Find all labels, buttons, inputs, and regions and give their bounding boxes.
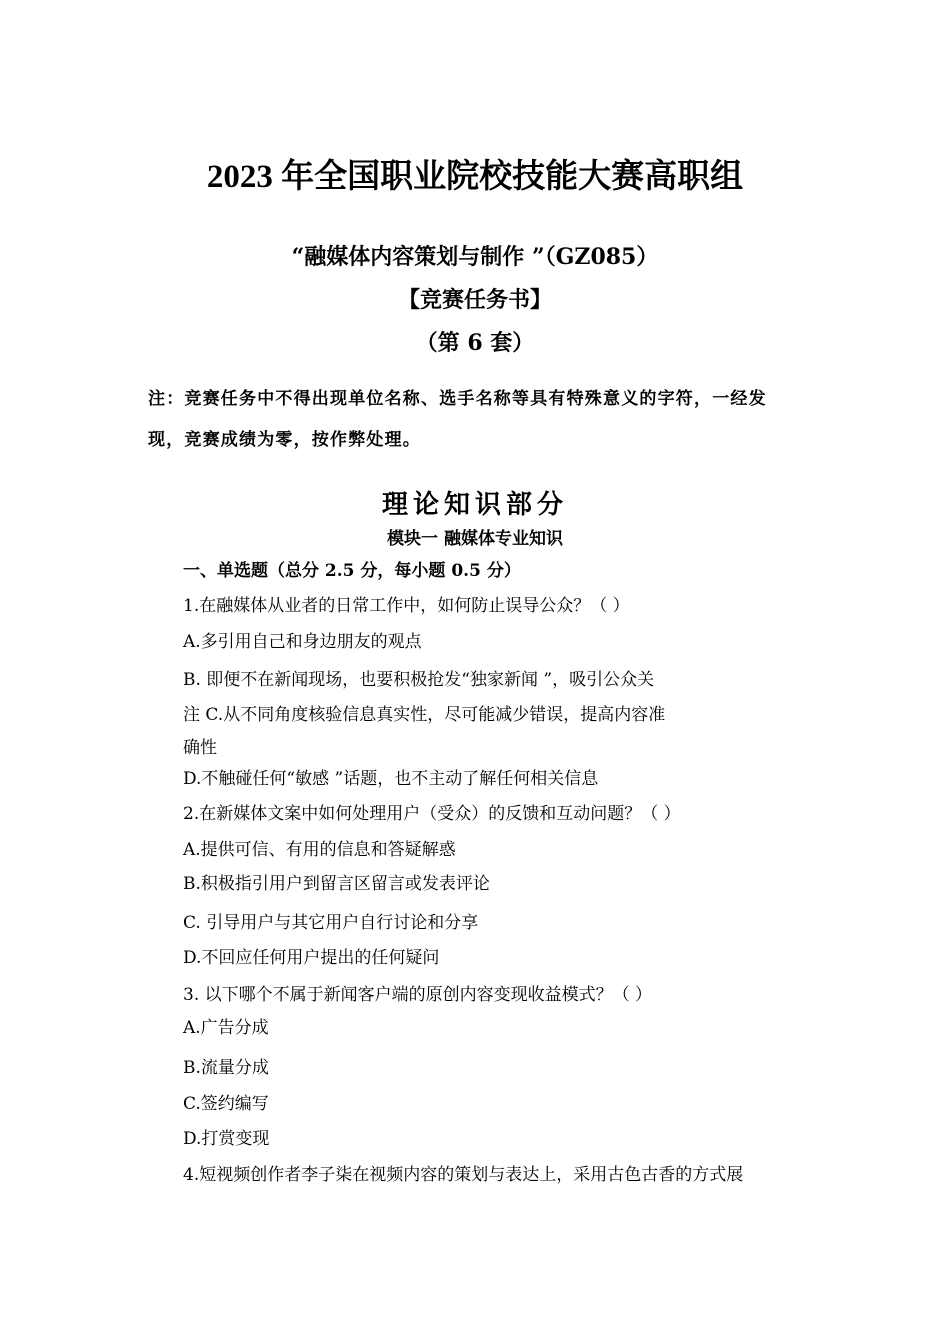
option-3d: D.打赏变现 [183,1129,270,1149]
option-3c: C.签约编写 [183,1094,269,1114]
option-1c: 注 C.从不同角度核验信息真实性，尽可能减少错误，提高内容准 [183,705,666,725]
option-1b: B. 即便不在新闻现场，也要积极抢发“独家新闻 ”，吸引公众关 [183,670,655,690]
note-line-1: 注：竞赛任务中不得出现单位名称、选手名称等具有特殊意义的字符，一经发 [148,389,767,409]
module-title: 模块一 融媒体专业知识 [387,529,563,549]
option-3a: A.广告分成 [183,1018,269,1038]
document-title: 2023 年全国职业院校技能大赛高职组 [206,159,744,195]
option-2b: B.积极指引用户到留言区留言或发表评论 [183,874,490,894]
question-3: 3. 以下哪个不属于新闻客户端的原创内容变现收益模式？（ ） [183,985,653,1005]
doc-type: 【竞赛任务书】 [397,287,552,313]
event-name: “融媒体内容策划与制作 ”（GZ085） [291,244,659,270]
option-3b: B.流量分成 [183,1058,269,1078]
section-title: 理论知识部分 [381,490,568,520]
option-1c-cont: 确性 [183,738,217,758]
question-2: 2.在新媒体文案中如何处理用户（受众）的反馈和互动问题？（ ） [183,804,681,824]
question-4: 4.短视频创作者李子柒在视频内容的策划与表达上，采用古色古香的方式展 [183,1165,744,1185]
option-2d: D.不回应任何用户提出的任何疑问 [183,948,440,968]
note-line-2: 现，竞赛成绩为零，按作弊处理。 [148,430,421,450]
option-1a: A.多引用自己和身边朋友的观点 [183,632,422,652]
set-label: （第 6 套） [415,330,535,356]
question-type: 一、单选题（总分 2.5 分，每小题 0.5 分） [183,561,521,581]
option-1d: D.不触碰任何“敏感 ”话题，也不主动了解任何相关信息 [183,769,599,789]
question-1: 1.在融媒体从业者的日常工作中，如何防止误导公众？（ ） [183,596,630,616]
option-2a: A.提供可信、有用的信息和答疑解惑 [183,840,456,860]
option-2c: C. 引导用户与其它用户自行讨论和分享 [183,913,479,933]
